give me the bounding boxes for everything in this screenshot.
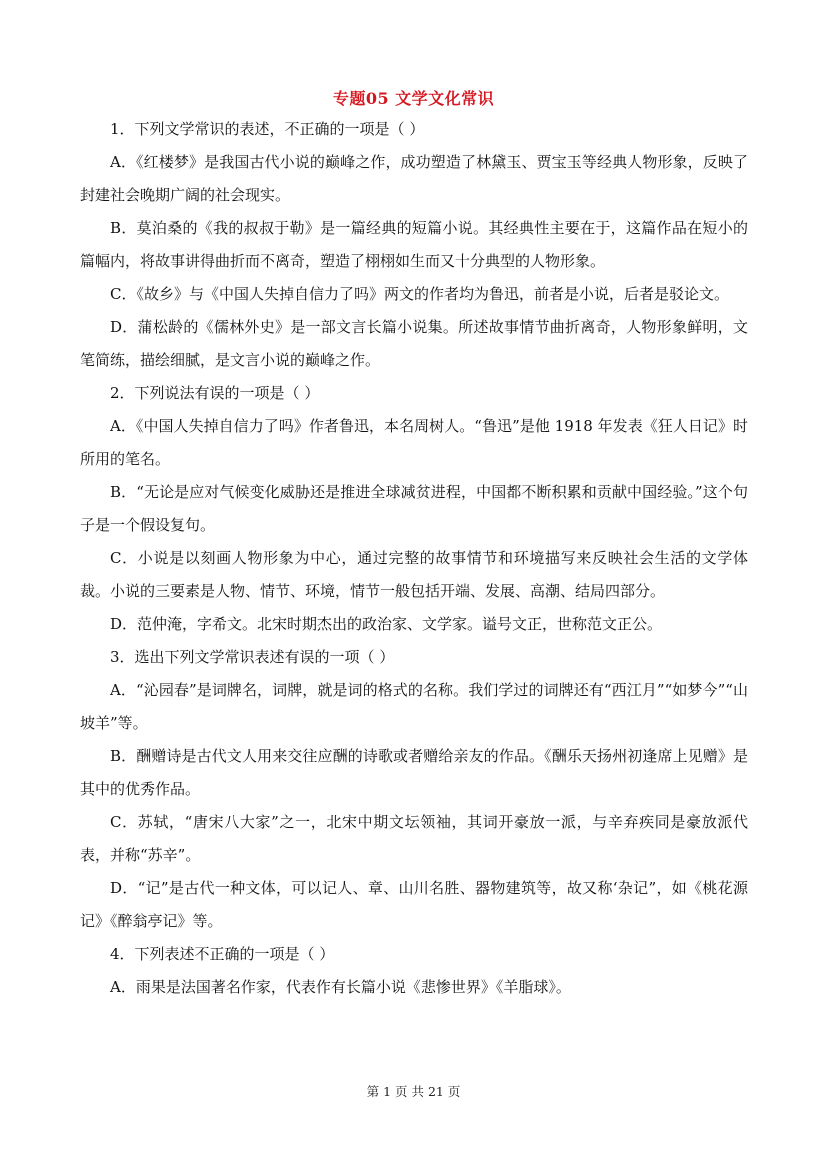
question-1-option-c: C．《故乡》与《中国人失掉自信力了吗》两文的作者均为鲁迅，前者是小说，后者是驳论文。 — [110, 285, 729, 303]
question-1-stem: 1．下列文学常识的表述，不正确的一项是（ ） — [110, 120, 425, 138]
question-3-option-c: C．苏轼，“唐宋八大家”之一，北宋中期文坛领袖，其词开豪放一派，与辛弃疾同是豪放派代表，并称“苏辛”。 — [80, 813, 748, 864]
question-1-option-b: B．莫泊桑的《我的叔叔于勒》是一篇经典的短篇小说。其经典性主要在于，这篇作品在短小的篇幅内，将故事讲得曲折而不离奇，塑造了栩栩如生而又十分典型的人物形象。 — [80, 219, 748, 270]
question-2-option-d: D．范仲淹，字希文。北宋时期杰出的政治家、文学家。谥号文正，世称范文正公。 — [110, 615, 663, 633]
question-3-option-a: A．“沁园春”是词牌名，词牌，就是词的格式的名称。我们学过的词牌还有“西江月”“如梦今”“山坡羊”等。 — [80, 681, 748, 732]
question-2-option-b: B．“无论是应对气候变化威胁还是推进全球减贫进程，中国都不断积累和贡献中国经验。”这个句子是一个假设复句。 — [80, 483, 748, 534]
question-3-option-b: B．酬赠诗是古代文人用来交往应酬的诗歌或者赠给亲友的作品。《酬乐天扬州初逢席上见赠》是其中的优秀作品。 — [80, 747, 748, 798]
document-title: 专题05 文学文化常识 — [332, 89, 495, 108]
page-number-footer: 第 1 页 共 21 页 — [366, 1084, 461, 1099]
question-2-option-a: A．《中国人失掉自信力了吗》作者鲁迅，本名周树人。“鲁迅”是他 1918 年发表《狂人日记》时所用的笔名。 — [80, 417, 748, 468]
question-4-option-a: A．雨果是法国著名作家，代表作有长篇小说《悲惨世界》《羊脂球》。 — [110, 978, 571, 996]
question-1-option-a: A．《红楼梦》是我国古代小说的巅峰之作，成功塑造了林黛玉、贾宝玉等经典人物形象，反映了封建社会晚期广阔的社会现实。 — [80, 153, 748, 204]
question-3-stem: 3．选出下列文学常识表述有误的一项（ ） — [110, 648, 395, 666]
question-1-option-d: D．蒲松龄的《儒林外史》是一部文言长篇小说集。所述故事情节曲折离奇，人物形象鲜明，文笔简练，描绘细腻，是文言小说的巅峰之作。 — [80, 318, 748, 369]
question-2-stem: 2．下列说法有误的一项是（ ） — [110, 384, 320, 402]
document-body — [80, 113, 748, 1004]
question-4-stem: 4．下列表述不正确的一项是（ ） — [110, 945, 335, 963]
question-2-option-c: C．小说是以刻画人物形象为中心，通过完整的故事情节和环境描写来反映社会生活的文学体裁。小说的三要素是人物、情节、环境，情节一般包括开端、发展、高潮、结局四部分。 — [80, 549, 748, 600]
question-3-option-d: D．“记”是古代一种文体，可以记人、章、山川名胜、器物建筑等，故又称‘杂记”，如《桃花源记》《醉翁亭记》等。 — [80, 879, 748, 930]
